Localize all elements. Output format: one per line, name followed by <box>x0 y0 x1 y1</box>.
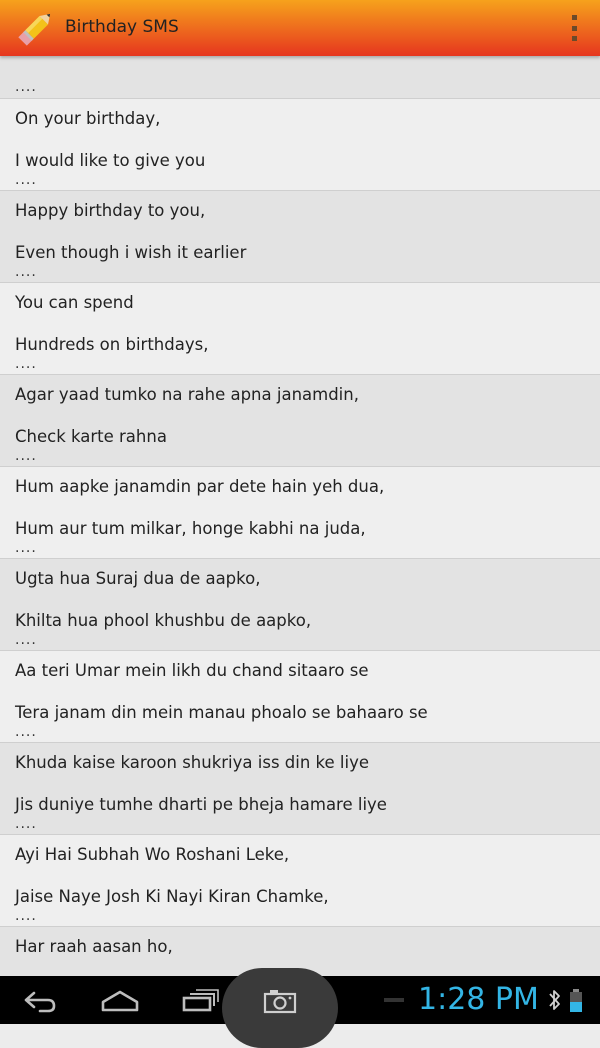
more-indicator: .... <box>15 172 37 188</box>
sms-line-1: Har raah aasan ho, <box>15 937 173 956</box>
sms-line-2: Jis duniye tumhe dharti pe bheja hamare liye <box>15 795 387 814</box>
more-indicator: .... <box>15 724 37 740</box>
app-title: Birthday SMS <box>65 17 179 37</box>
sms-line-1: Ugta hua Suraj dua de aapko, <box>15 569 261 588</box>
pencil-icon[interactable] <box>12 4 60 52</box>
back-icon[interactable] <box>20 984 60 1016</box>
overflow-menu-icon[interactable] <box>570 15 578 41</box>
sms-line-1: Happy birthday to you, <box>15 201 206 220</box>
sms-line-1: Khuda kaise karoon shukriya iss din ke liye <box>15 753 369 772</box>
list-item[interactable] <box>0 559 600 651</box>
list-item[interactable] <box>0 283 600 375</box>
sms-line-1: Hum aapke janamdin par dete hain yeh dua, <box>15 477 385 496</box>
home-icon[interactable] <box>100 984 140 1016</box>
sms-line-2: Hum aur tum milkar, honge kabhi na juda, <box>15 519 366 538</box>
sms-line-2: Hundreds on birthdays, <box>15 335 209 354</box>
screenshot-camera-icon[interactable] <box>262 984 298 1016</box>
sms-line-1: Ayi Hai Subhah Wo Roshani Leke, <box>15 845 290 864</box>
list-item[interactable] <box>0 835 600 927</box>
list-item[interactable] <box>0 375 600 467</box>
more-indicator: .... <box>15 264 37 280</box>
sms-line-2: Even though i wish it earlier <box>15 243 247 262</box>
battery-icon <box>568 984 584 1016</box>
more-indicator: .... <box>15 448 37 464</box>
more-indicator: .... <box>15 816 37 832</box>
notification-dash <box>384 998 404 1002</box>
sms-line-1: Agar yaad tumko na rahe apna janamdin, <box>15 385 359 404</box>
sms-line-2: Jaise Naye Josh Ki Nayi Kiran Chamke, <box>15 887 329 906</box>
more-indicator: .... <box>15 632 37 648</box>
sms-line-2: I would like to give you <box>15 151 206 170</box>
bluetooth-icon <box>548 984 562 1016</box>
sms-line-1: You can spend <box>15 293 134 312</box>
system-navigation-bar <box>0 976 600 1024</box>
list-item[interactable] <box>0 191 600 283</box>
action-bar <box>0 0 600 56</box>
list-item[interactable] <box>0 56 600 99</box>
more-indicator: .... <box>15 908 37 924</box>
more-indicator: .... <box>15 356 37 372</box>
list-item[interactable] <box>0 99 600 191</box>
more-indicator: .... <box>15 540 37 556</box>
list-item[interactable] <box>0 467 600 559</box>
list-item[interactable] <box>0 651 600 743</box>
recent-apps-icon[interactable] <box>180 984 220 1016</box>
more-indicator: .... <box>15 79 37 95</box>
sms-line-2: Tera janam din mein manau phoalo se bahaaro se <box>15 703 428 722</box>
sms-line-1: On your birthday, <box>15 109 161 128</box>
list-item[interactable] <box>0 743 600 835</box>
sms-list[interactable] <box>0 56 600 976</box>
sms-line-2: Check karte rahna <box>15 427 167 446</box>
status-clock[interactable]: 1:28 PM <box>418 982 539 1017</box>
sms-line-2: Khilta hua phool khushbu de aapko, <box>15 611 312 630</box>
sms-line-1: Aa teri Umar mein likh du chand sitaaro se <box>15 661 369 680</box>
